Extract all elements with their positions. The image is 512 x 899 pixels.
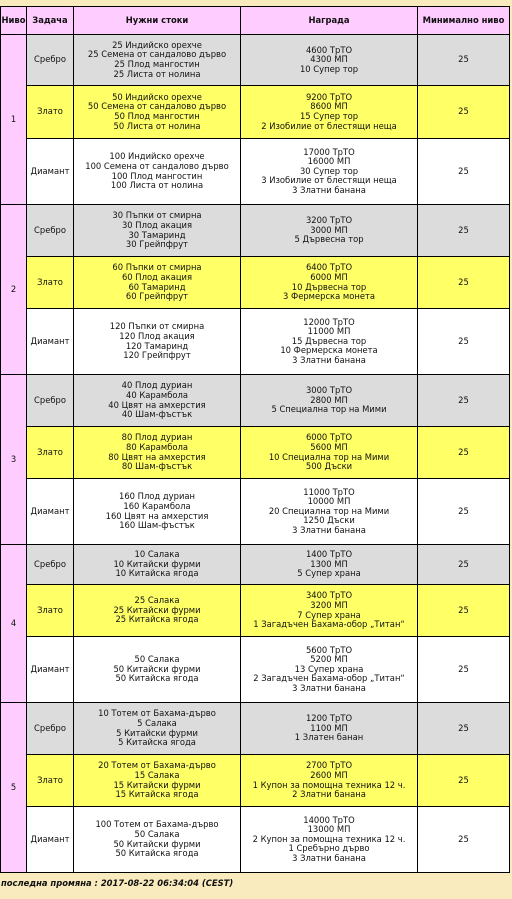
required-item: 60 Плод акация xyxy=(121,271,193,282)
reward-item: 1 Златен банан xyxy=(294,732,364,743)
required-item: 50 Китайска ягода xyxy=(115,848,199,859)
level-cell: 4 xyxy=(1,545,27,703)
required-item: 160 Шам-фъстък xyxy=(119,520,195,531)
required-item: 160 Карамбола xyxy=(123,500,191,511)
reward-item: 5600 МП xyxy=(310,441,348,452)
reward-item: 3000 ТрТО xyxy=(305,385,353,396)
task-cell: Диамант xyxy=(27,479,74,545)
min-level-cell: 25 xyxy=(418,205,510,257)
reward-item: 11000 МП xyxy=(307,326,351,337)
header-min-level: Минимално ниво xyxy=(418,7,510,35)
reward-item: 30 Супер тор xyxy=(299,165,359,176)
reward-item: 12000 ТрТО xyxy=(303,316,355,327)
min-level-cell: 25 xyxy=(418,479,510,545)
required-goods-cell xyxy=(74,257,241,309)
reward-item: 6000 МП xyxy=(310,271,348,282)
required-item: 40 Шам-фъстък xyxy=(121,409,193,420)
reward-cell xyxy=(241,755,418,807)
reward-item: 5 Супер храна xyxy=(297,568,361,579)
reward-item: 5 Специална тор на Мими xyxy=(271,404,387,415)
required-item: 50 Китайски фурми xyxy=(113,838,201,849)
reward-item: 2600 МП xyxy=(310,769,348,780)
reward-item: 4600 ТрТО xyxy=(305,44,353,55)
min-level-cell: 25 xyxy=(418,807,510,873)
required-item: 50 Листа от нолина xyxy=(113,120,201,131)
table-row xyxy=(1,479,510,545)
table-row xyxy=(1,86,510,139)
reward-item: 1250 Дъски xyxy=(303,515,355,526)
min-level-cell: 25 xyxy=(418,139,510,205)
reward-cell xyxy=(241,35,418,86)
table-row xyxy=(1,257,510,309)
reward-item: 5 Дървесна тор xyxy=(294,234,364,245)
reward-item: 3400 ТрТО xyxy=(305,590,353,601)
reward-cell xyxy=(241,545,418,585)
reward-cell xyxy=(241,479,418,545)
required-item: 5 Китайски фурми xyxy=(116,727,198,738)
header-task: Задача xyxy=(27,7,74,35)
required-goods-cell xyxy=(74,309,241,375)
required-item: 160 Цвят на амхерстия xyxy=(105,510,209,521)
required-item: 50 Семена от сандалово дърво xyxy=(87,101,227,112)
table-row xyxy=(1,139,510,205)
reward-item: 3200 МП xyxy=(310,599,348,610)
required-item: 10 Салака xyxy=(134,549,180,560)
required-item: 60 Пъпки от смирна xyxy=(112,262,202,273)
min-level-cell: 25 xyxy=(418,545,510,585)
reward-cell xyxy=(241,257,418,309)
required-item: 100 Индийско орехче xyxy=(109,151,205,162)
required-item: 20 Тотем от Бахама-дърво xyxy=(98,760,216,771)
reward-item: 13 Супер храна xyxy=(294,663,364,674)
reward-item: 2800 МП xyxy=(310,394,348,405)
reward-item: 6000 ТрТО xyxy=(305,432,353,443)
required-item: 30 Грейпфрут xyxy=(125,239,189,250)
reward-item: 1400 ТрТО xyxy=(305,549,353,560)
reward-item: 3 Златни банана xyxy=(292,852,366,863)
task-cell: Диамант xyxy=(27,139,74,205)
required-goods-cell xyxy=(74,479,241,545)
reward-item: 2 Златни банана xyxy=(292,789,366,800)
reward-item: 1 Сребърно дърво xyxy=(288,843,370,854)
required-item: 50 Китайска ягода xyxy=(115,673,199,684)
required-item: 15 Китайска ягода xyxy=(115,789,199,800)
required-item: 15 Салака xyxy=(134,769,180,780)
required-item: 30 Тамаринд xyxy=(128,229,186,240)
min-level-cell: 25 xyxy=(418,755,510,807)
required-item: 10 Китайска ягода xyxy=(115,568,199,579)
required-item: 60 Грейпфрут xyxy=(125,291,189,302)
required-item: 25 Семена от сандалово дърво xyxy=(87,49,227,60)
reward-item: 5200 МП xyxy=(310,654,348,665)
task-cell: Злато xyxy=(27,257,74,309)
required-item: 40 Карамбола xyxy=(126,389,188,400)
required-item: 10 Китайски фурми xyxy=(113,558,201,569)
reward-item: 20 Специална тор на Мими xyxy=(268,505,390,516)
task-cell: Злато xyxy=(27,755,74,807)
table-row xyxy=(1,807,510,873)
reward-item: 10 Специална тор на Мими xyxy=(268,451,390,462)
reward-item: 3 Златни банана xyxy=(292,682,366,693)
reward-item: 14000 ТрТО xyxy=(303,814,355,825)
reward-cell xyxy=(241,585,418,637)
reward-item: 3 Златни банана xyxy=(292,524,366,535)
required-goods-cell xyxy=(74,703,241,755)
level-cell: 1 xyxy=(1,35,27,205)
reward-item: 13000 МП xyxy=(307,824,351,835)
min-level-cell: 25 xyxy=(418,86,510,139)
table-row xyxy=(1,545,510,585)
required-item: 80 Плод дуриан xyxy=(121,432,193,443)
required-item: 15 Китайски фурми xyxy=(113,779,201,790)
reward-item: 8600 МП xyxy=(310,101,348,112)
task-cell: Злато xyxy=(27,427,74,479)
reward-cell xyxy=(241,807,418,873)
task-cell: Сребро xyxy=(27,703,74,755)
reward-item: 3 Златни банана xyxy=(292,184,366,195)
required-item: 25 Плод мангостин xyxy=(114,59,200,69)
min-level-cell: 25 xyxy=(418,703,510,755)
reward-item: 3000 МП xyxy=(310,224,348,235)
task-cell: Сребро xyxy=(27,545,74,585)
required-item: 160 Плод дуриан xyxy=(119,491,195,502)
min-level-cell: 25 xyxy=(418,427,510,479)
table-row xyxy=(1,637,510,703)
required-item: 40 Плод дуриан xyxy=(121,380,193,391)
required-item: 80 Карамбола xyxy=(126,441,188,452)
required-item: 80 Цвят на амхерстия xyxy=(108,451,206,462)
required-item: 25 Китайска ягода xyxy=(115,614,199,625)
required-item: 100 Листа от нолина xyxy=(110,180,204,191)
level-cell: 3 xyxy=(1,375,27,545)
required-goods-cell xyxy=(74,545,241,585)
reward-item: 11000 ТрТО xyxy=(303,486,355,497)
reward-item: 2700 ТрТО xyxy=(305,760,353,771)
reward-item: 16000 МП xyxy=(307,156,351,167)
required-item: 100 Семена от сандалово дърво xyxy=(85,160,229,171)
reward-cell xyxy=(241,139,418,205)
required-item: 25 Китайски фурми xyxy=(113,604,201,615)
required-goods-cell xyxy=(74,35,241,86)
reward-item: 5600 ТрТО xyxy=(305,644,353,655)
min-level-cell: 25 xyxy=(418,257,510,309)
table-row xyxy=(1,703,510,755)
task-cell: Диамант xyxy=(27,807,74,873)
reward-item: 3 Фермерска монета xyxy=(283,291,375,302)
task-cell: Сребро xyxy=(27,35,74,86)
table-row xyxy=(1,755,510,807)
required-goods-cell xyxy=(74,205,241,257)
reward-item: 4300 МП xyxy=(310,54,348,65)
required-item: 50 Китайски фурми xyxy=(113,663,201,674)
min-level-cell: 25 xyxy=(418,309,510,375)
required-item: 30 Плод акация xyxy=(121,219,193,230)
task-cell: Сребро xyxy=(27,375,74,427)
table-body xyxy=(1,35,510,873)
reward-item: 10 Дървесна тор xyxy=(291,281,367,292)
header-reward: Награда xyxy=(241,7,418,35)
reward-cell xyxy=(241,205,418,257)
required-goods-cell xyxy=(74,807,241,873)
reward-cell xyxy=(241,309,418,375)
reward-cell xyxy=(241,86,418,139)
required-goods-cell xyxy=(74,427,241,479)
reward-item: 17000 ТрТО xyxy=(303,146,355,157)
required-item: 100 Тотем от Бахама-дърво xyxy=(95,819,219,830)
task-cell: Злато xyxy=(27,86,74,139)
required-item: 80 Шам-фъстък xyxy=(121,461,193,472)
reward-item: 2 Купон за помощна техника 12 ч. xyxy=(252,833,406,844)
reward-item: 1200 ТрТО xyxy=(305,713,353,724)
table-row xyxy=(1,427,510,479)
reward-item: 3 Изобилие от блестящи неща xyxy=(261,175,397,186)
level-cell: 5 xyxy=(1,703,27,873)
required-item: 25 Салака xyxy=(134,595,180,606)
reward-item: 15 Супер тор xyxy=(299,111,359,121)
required-item: 100 Плод мангостин xyxy=(111,170,203,181)
required-item: 30 Пъпки от смирна xyxy=(112,210,202,221)
reward-item: 500 Дъски xyxy=(305,461,353,472)
reward-item: 2 Изобилие от блестящи неща xyxy=(261,120,397,131)
table-row xyxy=(1,309,510,375)
reward-item: 9200 ТрТО xyxy=(305,91,353,102)
last-modified: последна промяна : 2017-08-22 06:34:04 (CEST) xyxy=(1,878,234,888)
required-goods-cell xyxy=(74,637,241,703)
reward-item: 10000 МП xyxy=(307,496,351,507)
reward-item: 1 Загадъчен Бахама-обор „Титан“ xyxy=(253,619,405,630)
required-item: 5 Салака xyxy=(137,717,177,728)
required-item: 120 Пъпки от смирна xyxy=(109,321,205,332)
table-row xyxy=(1,585,510,637)
reward-item: 2 Загадъчен Бахама-обор „Титан“ xyxy=(253,673,405,684)
required-item: 120 Грейпфрут xyxy=(123,350,191,361)
required-goods-cell xyxy=(74,139,241,205)
reward-item: 10 Супер тор xyxy=(299,63,359,74)
task-cell: Диамант xyxy=(27,637,74,703)
reward-cell xyxy=(241,427,418,479)
quest-table xyxy=(0,6,510,873)
reward-cell xyxy=(241,637,418,703)
reward-item: 7 Супер храна xyxy=(297,609,361,620)
reward-cell xyxy=(241,703,418,755)
required-item: 40 Цвят на амхерстия xyxy=(108,399,206,410)
required-item: 25 Индийско орехче xyxy=(112,39,202,50)
required-item: 120 Плод акация xyxy=(119,330,195,341)
level-cell: 2 xyxy=(1,205,27,375)
reward-item: 3 Златни банана xyxy=(292,354,366,365)
task-cell: Сребро xyxy=(27,205,74,257)
reward-item: 15 Дървесна тор xyxy=(291,335,367,346)
required-item: 50 Плод мангостин xyxy=(114,111,200,121)
task-cell: Диамант xyxy=(27,309,74,375)
reward-item: 1 Купон за помощна техника 12 ч. xyxy=(252,779,406,790)
required-item: 50 Салака xyxy=(134,828,180,839)
required-item: 50 Салака xyxy=(134,654,180,665)
min-level-cell: 25 xyxy=(418,375,510,427)
min-level-cell: 25 xyxy=(418,35,510,86)
required-item: 25 Листа от нолина xyxy=(113,68,201,79)
header-required: Нужни стоки xyxy=(74,7,241,35)
header-level: Ниво xyxy=(1,7,27,35)
required-item: 5 Китайска ягода xyxy=(118,737,196,748)
required-item: 60 Тамаринд xyxy=(128,281,186,292)
required-item: 120 Тамаринд xyxy=(125,340,189,351)
min-level-cell: 25 xyxy=(418,637,510,703)
required-item: 10 Тотем от Бахама-дърво xyxy=(98,708,216,719)
task-cell: Злато xyxy=(27,585,74,637)
min-level-cell: 25 xyxy=(418,585,510,637)
required-item: 50 Индийско орехче xyxy=(112,91,202,102)
header-row xyxy=(1,7,510,35)
reward-item: 10 Фермерска монета xyxy=(280,345,378,356)
reward-item: 6400 ТрТО xyxy=(305,262,353,273)
required-goods-cell xyxy=(74,585,241,637)
table-row xyxy=(1,205,510,257)
reward-item: 1300 МП xyxy=(310,558,348,569)
table-row xyxy=(1,35,510,86)
required-goods-cell xyxy=(74,375,241,427)
required-goods-cell xyxy=(74,86,241,139)
required-goods-cell xyxy=(74,755,241,807)
reward-item: 1100 МП xyxy=(310,722,348,733)
reward-cell xyxy=(241,375,418,427)
table-row xyxy=(1,375,510,427)
reward-item: 3200 ТрТО xyxy=(305,215,353,226)
